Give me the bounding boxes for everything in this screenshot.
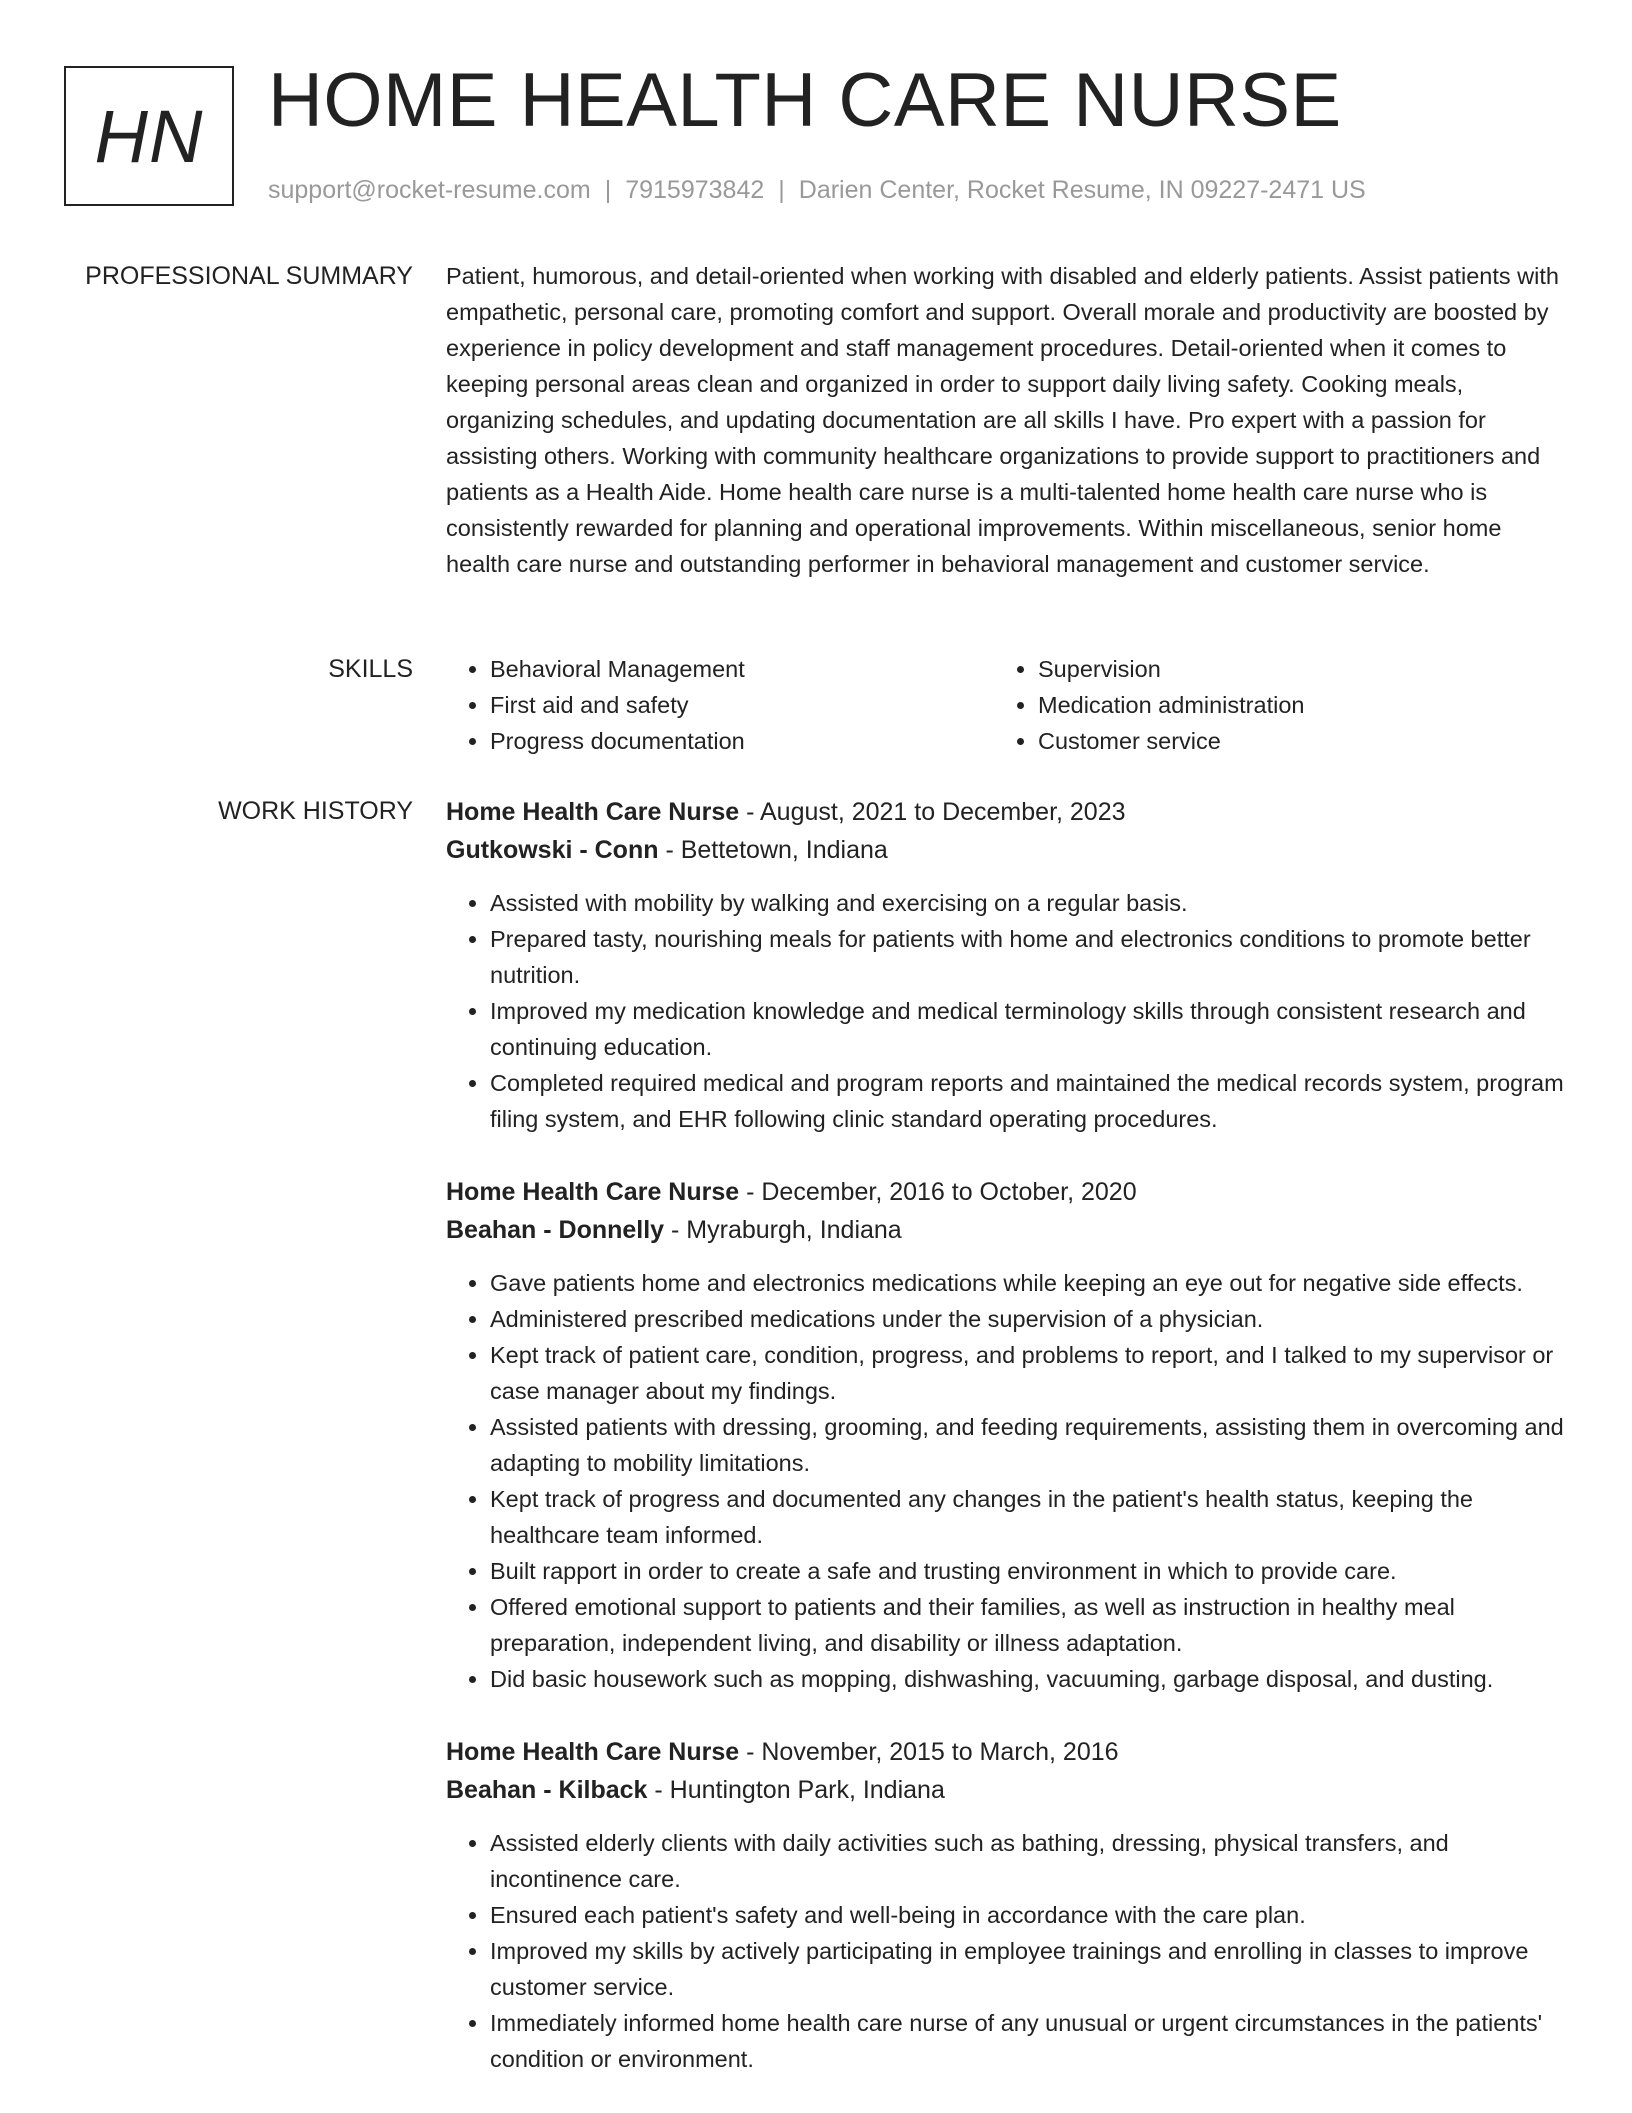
- monogram-text: HN: [94, 94, 204, 178]
- job-location: - Bettetown, Indiana: [658, 836, 888, 864]
- job-location: - Huntington Park, Indiana: [647, 1776, 945, 1804]
- contact-line: [268, 174, 1366, 206]
- skill-item: • Progress documentation: [490, 723, 994, 759]
- job-title: Home Health Care Nurse: [446, 1178, 740, 1206]
- job-bullet: • Gave patients home and electronics medications while keeping an eye out for negative side effects.: [490, 1265, 1564, 1301]
- monogram-logo: [64, 66, 234, 206]
- job-company-line: [446, 1771, 1564, 1809]
- skill-item: • Customer service: [1038, 723, 1542, 759]
- job-bullet: • Prepared tasty, nourishing meals for patients with home and electronics conditions to promote better nutrition.: [490, 921, 1564, 993]
- summary-text: Patient, humorous, and detail-oriented when working with disabled and elderly patients. Assist patients with empathetic, personal care, promoting comfort and support. Overall morale and productivity are boosted by experience in policy development and staff management procedures. Detail-oriented when it comes to keeping personal areas clean and organized in order to support daily living safety. Cooking meals, organizing schedules, and updating documentation are all skills I have. Pro expert with a passion for assisting others. Working with community healthcare organizations to provide support to practitioners and patients as a Health Aide. Home health care nurse is a multi-talented home health care nurse who is consistently rewarded for planning and operational improvements. Within miscellaneous, senior home health care nurse and outstanding performer in behavioral management and customer service.: [446, 263, 1559, 577]
- job-bullet: • Improved my medication knowledge and medical terminology skills through consistent research and continuing education.: [490, 993, 1564, 1065]
- job-company: Gutkowski - Conn: [446, 836, 659, 864]
- job-company: Beahan - Kilback: [446, 1776, 648, 1804]
- job-entry: [446, 1173, 1564, 1697]
- job-company-line: [446, 831, 1564, 869]
- job-location: - Myraburgh, Indiana: [664, 1216, 902, 1244]
- job-bullets: [446, 885, 1564, 1137]
- job-entry: [446, 1733, 1564, 2077]
- job-bullet: • Offered emotional support to patients and their families, as well as instruction in healthy meal preparation, independent living, and disability or illness adaptation.: [490, 1589, 1564, 1661]
- job-bullet: • Immediately informed home health care nurse of any unusual or urgent circumstances in the patients' condition or environment.: [490, 2005, 1564, 2077]
- skill-item: • Supervision: [1038, 651, 1542, 687]
- work-body: [446, 793, 1564, 2113]
- phone-text: 7915973842: [625, 176, 765, 204]
- resume-name: HOME HEALTH CARE NURSE: [268, 58, 1342, 143]
- job-bullet: • Built rapport in order to create a safe and trusting environment in which to provide care.: [490, 1553, 1564, 1589]
- job-dates: - August, 2021 to December, 2023: [739, 798, 1126, 826]
- job-bullets: [446, 1825, 1564, 2077]
- skill-item: • Medication administration: [1038, 687, 1542, 723]
- job-title: Home Health Care Nurse: [446, 1738, 740, 1766]
- skills-label: SKILLS: [328, 655, 413, 683]
- skill-item: • Behavioral Management: [490, 651, 994, 687]
- job-bullets: [446, 1265, 1564, 1697]
- summary-label: PROFESSIONAL SUMMARY: [85, 262, 413, 290]
- job-bullet: • Assisted elderly clients with daily activities such as bathing, dressing, physical transfers, and incontinence care.: [490, 1825, 1564, 1897]
- job-title-line: [446, 793, 1564, 831]
- summary-body: [446, 258, 1564, 582]
- job-bullet: • Administered prescribed medications under the supervision of a physician.: [490, 1301, 1564, 1337]
- job-bullet: • Completed required medical and program reports and maintained the medical records system, program filing system, and EHR following clinic standard operating procedures.: [490, 1065, 1564, 1137]
- email-text: support@rocket-resume.com: [268, 176, 591, 204]
- skills-body: [446, 651, 1564, 759]
- job-entry: [446, 793, 1564, 1137]
- job-dates: - December, 2016 to October, 2020: [739, 1178, 1137, 1206]
- contact-separator: |: [604, 176, 612, 204]
- job-title: Home Health Care Nurse: [446, 798, 740, 826]
- skills-list-left: [446, 651, 994, 759]
- skill-item: • First aid and safety: [490, 687, 994, 723]
- work-label: WORK HISTORY: [218, 797, 413, 825]
- job-dates: - November, 2015 to March, 2016: [739, 1738, 1119, 1766]
- job-company: Beahan - Donnelly: [446, 1216, 665, 1244]
- skills-list-right: [994, 651, 1542, 759]
- job-bullet: • Assisted patients with dressing, grooming, and feeding requirements, assisting them in overcoming and adapting to mobility limitations.: [490, 1409, 1564, 1481]
- skills-grid: [446, 651, 1564, 759]
- job-title-line: [446, 1733, 1564, 1771]
- job-bullet: • Ensured each patient's safety and well-being in accordance with the care plan.: [490, 1897, 1564, 1933]
- job-title-line: [446, 1173, 1564, 1211]
- job-bullet: • Kept track of patient care, condition, progress, and problems to report, and I talked to my supervisor or case manager about my findings.: [490, 1337, 1564, 1409]
- job-company-line: [446, 1211, 1564, 1249]
- job-bullet: • Assisted with mobility by walking and exercising on a regular basis.: [490, 885, 1564, 921]
- job-bullet: • Improved my skills by actively participating in employee trainings and enrolling in classes to improve customer service.: [490, 1933, 1564, 2005]
- job-bullet: • Did basic housework such as mopping, dishwashing, vacuuming, garbage disposal, and dusting.: [490, 1661, 1564, 1697]
- contact-separator: |: [778, 176, 785, 204]
- job-bullet: • Kept track of progress and documented any changes in the patient's health status, keeping the healthcare team informed.: [490, 1481, 1564, 1553]
- address-text: Darien Center, Rocket Resume, IN 09227-2471 US: [798, 176, 1366, 204]
